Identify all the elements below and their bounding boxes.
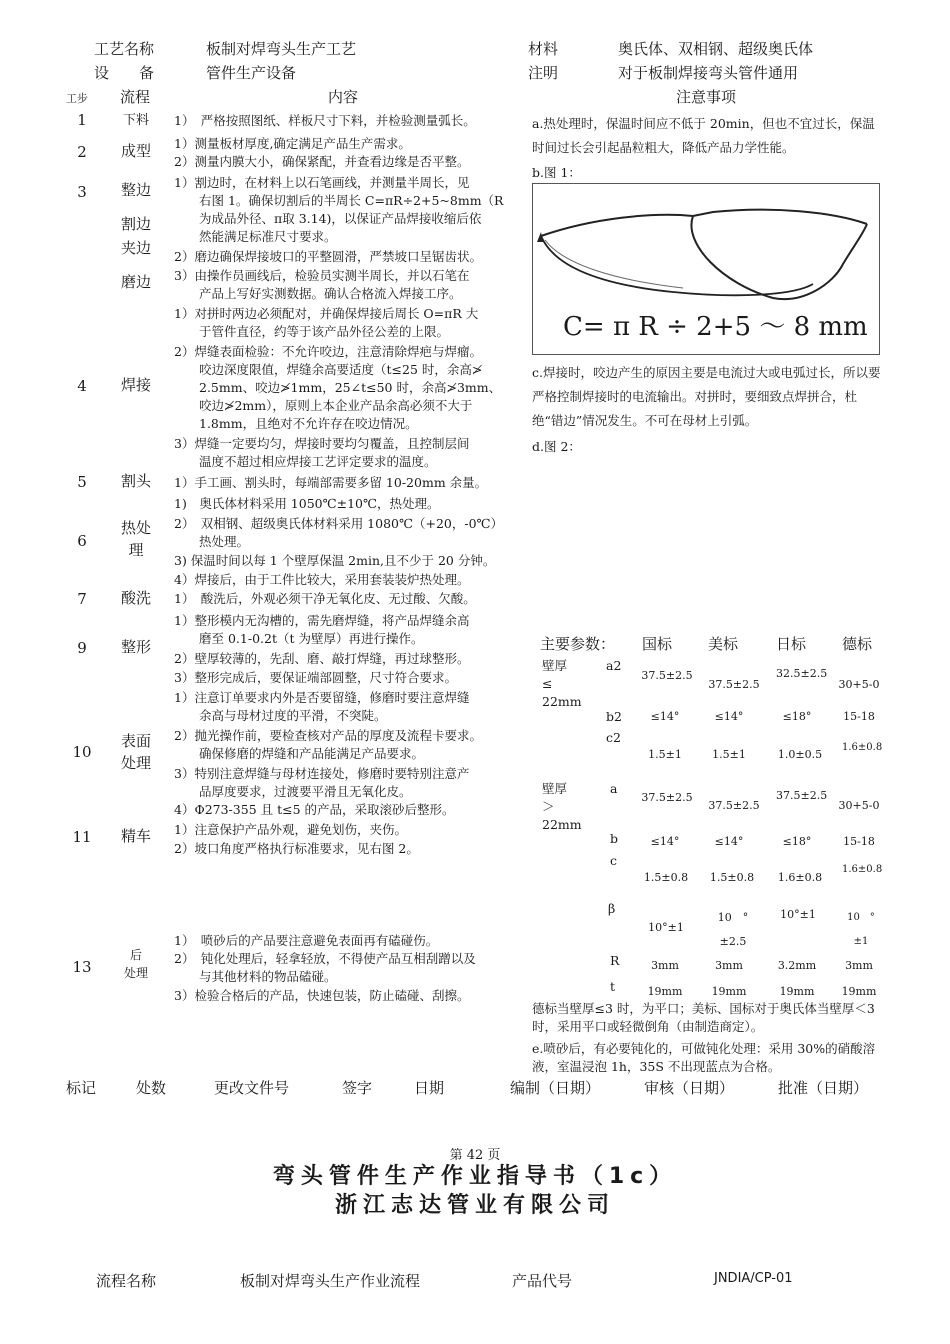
step-name: 割边 <box>120 215 151 233</box>
content-line: 为成品外径、π取 3.14)，以保证产品焊接收缩后依 <box>174 211 482 226</box>
param-cell: 19mm <box>647 985 683 998</box>
content-line: 2） 双相钢、超级奥氏体材料采用 1080℃（+20，-0℃） <box>174 516 504 531</box>
content-line: 2）磨边确保焊接坡口的平整圆滑，严禁坡口呈锯齿状。 <box>174 249 482 264</box>
param-cell: 3.2mm <box>777 959 817 972</box>
equipment-value: 管件生产设备 <box>206 64 297 82</box>
material-label: 材料 <box>528 40 559 58</box>
content-line: 1）手工画、割头时，每端部需要多留 10-20mm 余量。 <box>174 475 488 490</box>
step-number: 3 <box>77 183 87 201</box>
footer-mark: 标记 <box>66 1079 97 1097</box>
document-title: 弯头管件生产作业指导书（1c） <box>272 1164 678 1189</box>
step-number: 9 <box>77 639 87 657</box>
param-cell: 15-18 <box>843 835 875 848</box>
param-symbol: b2 <box>606 709 622 724</box>
content-line: 磨至 0.1-0.2t（t 为壁厚）再进行操作。 <box>174 631 424 646</box>
note-de: 德标当壁厚≤3 时，为平口；美标、国标对于奥氏体当壁厚＜3 时，采用平口或轻微倒角（由制造商定）。 <box>532 1001 875 1034</box>
step-name: 整边 <box>120 181 151 199</box>
param-cell: 30+5-0 <box>838 799 880 812</box>
note-b-label: b.图 1： <box>532 165 581 180</box>
content-line: 3）由操作员画线后，检验员实测半周长，并以石笔在 <box>174 268 470 283</box>
col-content-header: 内容 <box>328 88 359 106</box>
remark-label: 注明 <box>528 64 559 82</box>
param-std-jis: 日标 <box>776 635 807 653</box>
footer-changedoc: 更改文件号 <box>214 1079 290 1097</box>
param-cell: 37.5±2.5 <box>708 799 760 812</box>
content-line: 1) 奥氏体材料采用 1050℃±10℃，热处理。 <box>174 496 440 511</box>
step-name: 成型 <box>120 142 151 160</box>
footer-compiled: 编制（日期） <box>510 1079 601 1097</box>
content-line: 2）坡口角度严格执行标准要求，见右图 2。 <box>174 841 419 856</box>
param-cell: 19mm <box>841 985 877 998</box>
param-std-asme: 美标 <box>708 635 739 653</box>
content-line: 余高与母材过度的平滑，不突陡。 <box>174 708 387 723</box>
param-cell: 1.5±0.8 <box>643 871 689 884</box>
page-number: 第 42 页 <box>449 1148 501 1163</box>
param-cell: 15-18 <box>843 710 875 723</box>
content-line: 温度不超过相应焊接工艺评定要求的温度。 <box>174 454 437 469</box>
param-symbol: c <box>610 853 618 868</box>
param-cell: 1.6±0.8 <box>842 742 883 753</box>
note-a: a.热处理时，保温时间应不低于 20min，但也不宜过长，保温时间过长会引起晶粒粗大，降低产品力学性能。 <box>532 116 875 155</box>
param-cell: 1.6±0.8 <box>842 864 883 875</box>
param-cell: 19mm <box>779 985 815 998</box>
step-number: 10 <box>72 743 92 761</box>
content-line: 咬边≯2mm），原则上本企业产品余高必须不大于 <box>174 398 473 413</box>
param-cell: ≤18° <box>782 835 812 848</box>
group1-label: 22mm <box>542 694 582 709</box>
param-std-gb: 国标 <box>642 635 673 653</box>
param-cell: 19mm <box>711 985 747 998</box>
group1-label: ≤ <box>542 676 553 691</box>
param-cell: 32.5±2.5 <box>776 667 828 680</box>
figure-1-formula: C= π R ÷ 2+5 ～ 8 mm <box>563 312 868 342</box>
param-cell: ≤18° <box>782 710 812 723</box>
param-cell: 3mm <box>845 959 873 972</box>
content-line: 1） 酸洗后，外观必须干净无氧化皮、无过酸、欠酸。 <box>174 591 476 606</box>
note-c: c.焊接时，咬边产生的原因主要是电流过大或电弧过长，所以要严格控制焊接时的电流输出。对拼时，要细致点焊拼合，杜绝“错边”情况发生。不可在母材上引弧。 <box>532 365 881 428</box>
param-cell: 3mm <box>715 959 743 972</box>
param-cell: 37.5±2.5 <box>708 678 760 691</box>
param-symbol: c2 <box>606 730 621 745</box>
param-cell: ≤14° <box>714 835 744 848</box>
process-name-label: 工艺名称 <box>94 40 155 58</box>
step-number: 1 <box>77 111 87 129</box>
param-cell: 37.5±2.5 <box>641 791 693 804</box>
company-name: 浙江志达管业有限公司 <box>334 1193 615 1218</box>
step-name: 整形 <box>120 638 151 656</box>
group1-label: 壁厚 <box>542 658 568 673</box>
param-cell: 3mm <box>651 959 679 972</box>
step-name: 磨边 <box>120 273 151 291</box>
content-line: 1.8mm，且绝对不允许存在咬边情况。 <box>174 416 418 431</box>
step-name: 处理 <box>123 966 148 980</box>
footer-date: 日期 <box>414 1079 445 1097</box>
step-name: 处理 <box>120 754 151 772</box>
param-cell: 37.5±2.5 <box>641 669 693 682</box>
product-code-value: JNDIA/CP-01 <box>714 1271 793 1286</box>
param-cell: 30+5-0 <box>838 678 880 691</box>
param-symbol: b <box>610 831 619 846</box>
content-line: 4）Φ273-355 且 t≤5 的产品，采取滚砂后整形。 <box>174 802 455 817</box>
param-cell: ≤14° <box>714 710 744 723</box>
param-symbol: R <box>610 953 620 968</box>
content-line: 2） 钝化处理后，轻拿轻放，不得使产品互相刮蹭以及 <box>174 951 476 966</box>
param-cell: ≤14° <box>650 835 680 848</box>
content-line: 咬边深度限值，焊缝余高要适度（t≤25 时，余高≯ <box>174 362 483 377</box>
note-d-label: d.图 2： <box>532 439 581 454</box>
figure-1 <box>532 183 880 355</box>
step-number: 11 <box>72 828 92 846</box>
note-e: e.喷砂后，有必要钝化的，可做钝化处理：采用 30%的硝酸溶液，室温浸泡 1h，35S 不出现蓝点为合格。 <box>532 1041 876 1074</box>
content-line: 4）焊接后，由于工件比较大，采用套装装炉热处理。 <box>174 572 470 587</box>
content-line: 产品上写好实测数据。确认合格流入焊接工序。 <box>174 286 462 301</box>
step-number: 2 <box>77 143 87 161</box>
step-number: 7 <box>77 590 87 608</box>
content-line: 1）注意订单要求内外是否要留缝，修磨时要注意焊缝 <box>174 690 470 705</box>
col-flow-header: 流程 <box>120 88 151 106</box>
step-number: 4 <box>77 377 87 395</box>
step-name: 后 <box>129 948 142 962</box>
content-line: 热处理。 <box>174 534 250 549</box>
params-title: 主要参数： <box>540 635 616 653</box>
param-cell: 10 ° ±1 <box>847 912 885 947</box>
step-name: 理 <box>128 541 144 559</box>
param-cell: 10 ° ±2.5 <box>717 911 760 948</box>
param-cell: 1.5±0.8 <box>709 871 755 884</box>
equipment-label: 设 备 <box>94 64 155 82</box>
step-name: 精车 <box>120 827 151 845</box>
param-cell: 1.0±0.5 <box>777 748 823 761</box>
content-line: 3）检验合格后的产品，快速包装，防止磕碰、刮擦。 <box>174 988 470 1003</box>
param-cell: 1.5±1 <box>712 748 746 761</box>
group2-label: 22mm <box>542 817 582 832</box>
content-line: 1）测量板材厚度,确定满足产品生产需求。 <box>174 136 411 151</box>
content-line: 2.5mm、咬边≯1mm，25∠t≤50 时，余高≯3mm、 <box>174 380 502 395</box>
param-cell: 37.5±2.5 <box>776 789 828 802</box>
content-line: 于管件直径，约等于该产品外径公差的上限。 <box>174 324 450 339</box>
content-line: 2）测量内膜大小，确保紧配，并查看边缘是否平整。 <box>174 154 470 169</box>
col-step-header: 工步 <box>66 92 88 105</box>
content-line: 2）抛光操作前，要检查核对产品的厚度及流程卡要求。 <box>174 728 482 743</box>
content-line: 确保修磨的焊缝和产品能满足产品要求。 <box>174 746 425 761</box>
group2-label: 壁厚 <box>542 781 568 796</box>
param-symbol: a <box>610 781 618 796</box>
content-line: 3) 保温时间以每 1 个壁厚保温 2min,且不少于 20 分钟。 <box>174 553 496 568</box>
content-line: 2）壁厚较薄的，先刮、磨、敲打焊缝，再过球整形。 <box>174 651 470 666</box>
content-line: 3）整形完成后，要保证端部圆整，尺寸符合要求。 <box>174 670 457 685</box>
content-line: 3）特别注意焊缝与母材连接处，修磨时要特别注意产 <box>174 766 470 781</box>
step-name: 割头 <box>120 472 151 490</box>
flow-name-value: 板制对焊弯头生产作业流程 <box>240 1272 421 1290</box>
product-code-label: 产品代号 <box>512 1272 573 1290</box>
content-line: 然能满足标准尺寸要求。 <box>174 229 337 244</box>
param-cell: ≤14° <box>650 710 680 723</box>
param-cell: 1.5±1 <box>648 748 682 761</box>
step-number: 5 <box>77 473 87 491</box>
content-line: 1）注意保护产品外观，避免划伤，夹伤。 <box>174 822 407 837</box>
content-line: 品厚度要求，过渡要平滑且无氧化皮。 <box>174 784 412 799</box>
step-name: 表面 <box>120 732 151 750</box>
content-line: 1） 喷砂后的产品要注意避免表面再有磕碰伤。 <box>174 933 439 948</box>
content-line: 3）焊缝一定要均匀，焊接时要均匀覆盖，且控制层间 <box>174 436 470 451</box>
content-line: 右图 1。确保切割后的半周长 C=πR÷2+5~8mm（R <box>174 193 504 208</box>
remark-value: 对于板制焊接弯头管件通用 <box>618 64 799 82</box>
footer-approved: 批准（日期） <box>778 1079 869 1097</box>
step-name: 夹边 <box>120 239 151 257</box>
param-std-din: 德标 <box>842 635 873 653</box>
step-number: 13 <box>72 958 92 976</box>
param-cell: 1.6±0.8 <box>777 871 823 884</box>
content-line: 2）焊缝表面检验：不允许咬边，注意清除焊疤与焊瘤。 <box>174 344 482 359</box>
step-number: 6 <box>77 532 87 550</box>
process-name: 板制对焊弯头生产工艺 <box>206 40 357 58</box>
footer-reviewed: 审核（日期） <box>644 1079 735 1097</box>
step-name: 热处 <box>120 519 151 537</box>
param-symbol: β <box>608 901 616 916</box>
content-line: 1） 严格按照图纸、样板尺寸下料，并检验测量弧长。 <box>174 113 476 128</box>
content-line: 1）割边时，在材料上以石笔画线，并测量半周长，见 <box>174 175 470 190</box>
footer-sign: 签字 <box>342 1079 373 1097</box>
content-line: 与其他材料的物品磕碰。 <box>174 969 337 984</box>
param-cell: 10°±1 <box>648 921 684 934</box>
material-value: 奥氏体、双相钢、超级奥氏体 <box>618 40 814 58</box>
content-line: 1）对拼时两边必须配对，并确保焊接后周长 O=πR 大 <box>174 306 479 321</box>
group2-label: ＞ <box>542 799 555 814</box>
step-name: 酸洗 <box>120 589 151 607</box>
step-name: 焊接 <box>120 376 151 394</box>
flow-name-label: 流程名称 <box>96 1272 157 1290</box>
param-symbol: t <box>610 979 616 994</box>
step-name: 下料 <box>122 113 149 128</box>
content-line: 1）整形模内无沟槽的，需先磨焊缝，将产品焊缝余高 <box>174 613 470 628</box>
col-notes-header: 注意事项 <box>676 88 737 106</box>
param-cell: 10°±1 <box>780 908 816 921</box>
footer-count: 处数 <box>136 1079 167 1097</box>
param-symbol: a2 <box>606 658 622 673</box>
